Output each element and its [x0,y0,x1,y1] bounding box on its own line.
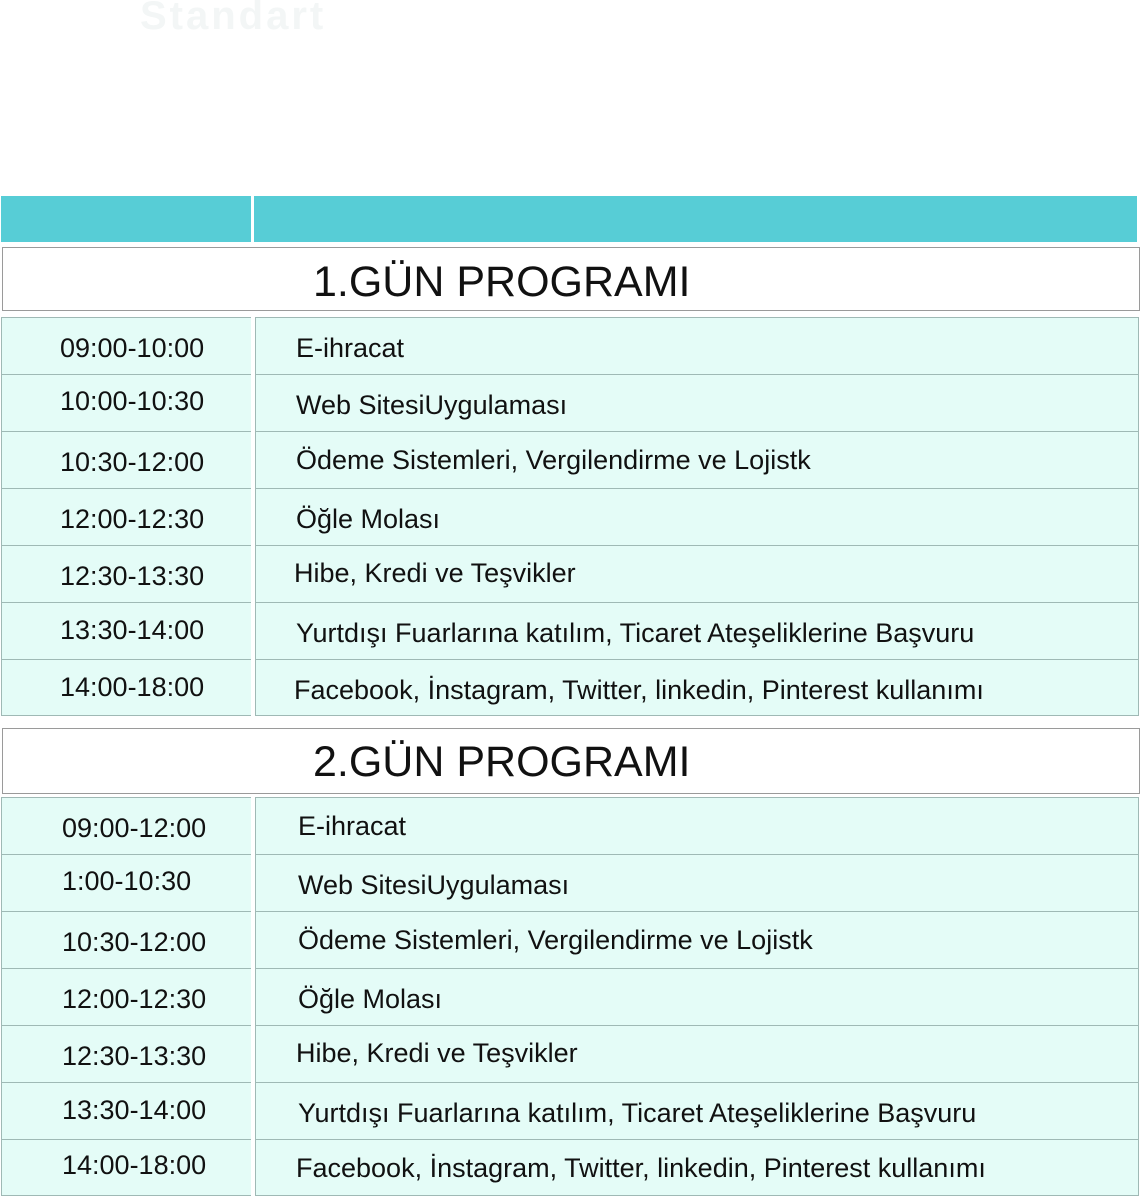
time-slot: 09:00-12:00 [62,813,207,843]
table-row [0,854,1142,911]
table-row [0,602,1142,659]
time-slot: 14:00-18:00 [60,672,205,702]
day-1-section [0,247,1142,716]
session-topic: Facebook, İnstagram, Twitter, linkedin, Pinterest kullanımı [294,675,984,705]
session-topic: Yurtdışı Fuarlarına katılım, Ticaret Ateşeliklerine Başvuru [298,1098,977,1128]
time-slot: 12:30-13:30 [60,561,205,591]
table-row [0,911,1142,968]
session-topic: Hibe, Kredi ve Teşvikler [296,1038,578,1068]
header-cell-time [1,196,251,242]
session-topic: Ödeme Sistemleri, Vergilendirme ve Lojistk [298,925,813,955]
table-row [0,968,1142,1025]
session-topic: Web SitesiUygulaması [296,390,568,420]
session-topic: Öğle Molası [296,504,441,534]
session-topic: Öğle Molası [298,984,443,1014]
table-row [0,1025,1142,1082]
session-topic: Facebook, İnstagram, Twitter, linkedin, Pinterest kullanımı [296,1153,986,1183]
table-row [0,374,1142,431]
header-cell-topic [254,196,1137,242]
day-1-title: 1.GÜN PROGRAMI [313,258,691,306]
table-row [0,659,1142,716]
time-slot: 10:00-10:30 [60,386,205,416]
time-slot: 14:00-18:00 [62,1150,207,1180]
day-2-section [0,728,1142,1196]
table-row [0,545,1142,602]
table-row [0,1139,1142,1196]
day-2-title-cell [2,728,1140,794]
time-slot: 12:00-12:30 [62,984,207,1014]
time-slot: 12:00-12:30 [60,504,205,534]
table-header-bar [0,196,1138,242]
session-topic: Web SitesiUygulaması [298,870,570,900]
day-2-title: 2.GÜN PROGRAMI [313,738,691,786]
session-topic: E-ihracat [298,811,407,841]
table-row [0,797,1142,854]
watermark-text: Standart [140,0,327,38]
session-topic: Hibe, Kredi ve Teşvikler [294,558,576,588]
time-slot: 12:30-13:30 [62,1041,207,1071]
table-row [0,431,1142,488]
day-1-schedule [0,317,1142,716]
table-row [0,1082,1142,1139]
session-topic: E-ihracat [296,333,405,363]
session-topic: Ödeme Sistemleri, Vergilendirme ve Lojistk [296,445,811,475]
time-slot: 10:30-12:00 [62,927,207,957]
time-slot: 1:00-10:30 [62,866,192,896]
table-row [0,488,1142,545]
time-slot: 10:30-12:00 [60,447,205,477]
day-2-schedule [0,797,1142,1196]
session-topic: Yurtdışı Fuarlarına katılım, Ticaret Ateşeliklerine Başvuru [296,618,975,648]
day-1-title-cell [2,247,1140,311]
table-row [0,317,1142,374]
time-slot: 13:30-14:00 [60,615,205,645]
time-slot: 13:30-14:00 [62,1095,207,1125]
time-slot: 09:00-10:00 [60,333,205,363]
